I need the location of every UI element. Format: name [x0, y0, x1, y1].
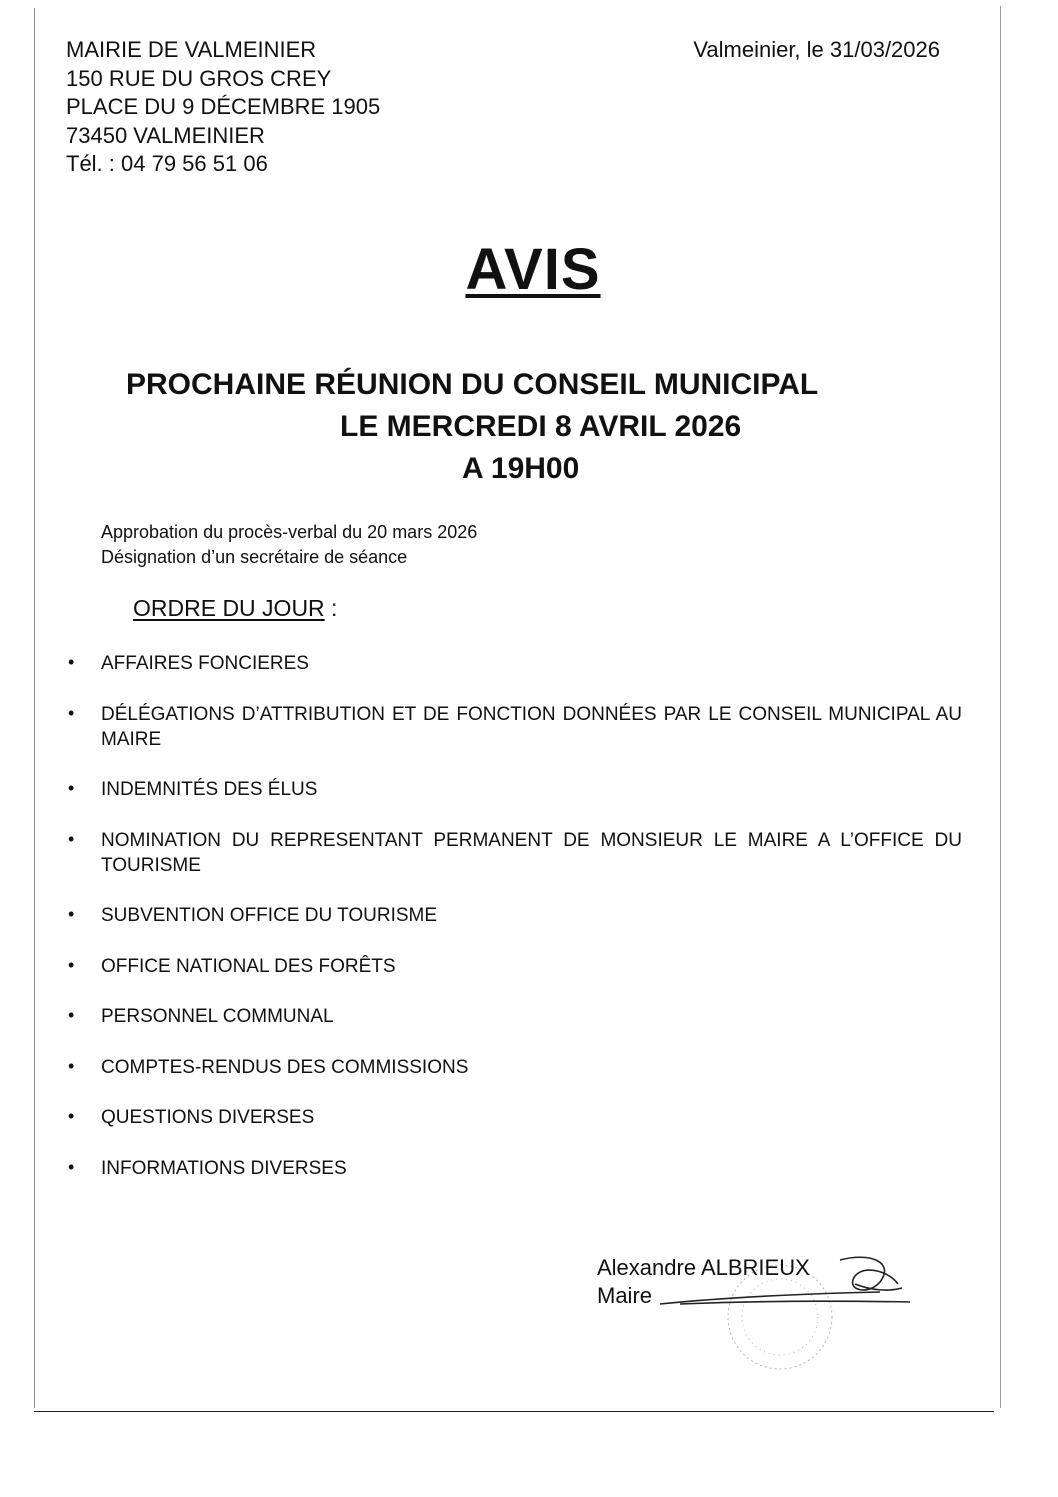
- bullet-icon: •: [68, 703, 75, 723]
- address-line: PLACE DU 9 DÉCEMBRE 1905: [66, 94, 381, 119]
- agenda-item: OFFICE NATIONAL DES FORÊTS: [101, 956, 396, 977]
- agenda-item: INFORMATIONS DIVERSES: [101, 1158, 347, 1179]
- scan-edge-left: [34, 8, 35, 1408]
- agenda-title: [133, 595, 337, 622]
- signatory-role: Maire: [597, 1283, 653, 1308]
- scan-edge-right: [1000, 6, 1001, 1408]
- agenda-item: INDEMNITÉS DES ÉLUS: [101, 779, 318, 800]
- meeting-date: LE MERCREDI 8 AVRIL 2026: [340, 410, 742, 443]
- agenda-title-text: ORDRE DU JOUR: [133, 595, 325, 621]
- preamble: [101, 520, 477, 570]
- bullet-icon: •: [68, 652, 75, 672]
- address-line: 150 RUE DU GROS CREY: [66, 65, 332, 91]
- signature-block: [597, 1254, 810, 1310]
- notice-title: AVIS: [465, 237, 601, 302]
- agenda-item: SUBVENTION OFFICE DU TOURISME: [101, 905, 438, 926]
- address-line: 73450 VALMEINIER: [66, 122, 265, 148]
- signatory-name: Alexandre ALBRIEUX: [597, 1255, 810, 1280]
- bullet-icon: •: [68, 1005, 75, 1025]
- place-and-date: Valmeinier, le 31/03/2026: [693, 37, 940, 62]
- agenda-item: COMPTES-RENDUS DES COMMISSIONS: [101, 1057, 469, 1078]
- bullet-icon: •: [68, 778, 75, 798]
- bottom-rule: [34, 1411, 994, 1412]
- agenda-item: AFFAIRES FONCIERES: [101, 653, 309, 674]
- bullet-icon: •: [68, 955, 75, 975]
- bullet-icon: •: [68, 1106, 75, 1126]
- agenda-item: DÉLÉGATIONS D’ATTRIBUTION ET DE FONCTION DONNÉES PAR LE CONSEIL MUNICIPAL AU MAIRE: [101, 704, 962, 750]
- preamble-line: Désignation d’un secrétaire de séance: [101, 547, 408, 567]
- agenda-item: QUESTIONS DIVERSES: [101, 1107, 315, 1128]
- bullet-icon: •: [68, 829, 75, 849]
- agenda-title-colon: :: [324, 595, 338, 621]
- sender-address: [66, 36, 380, 179]
- meeting-heading: PROCHAINE RÉUNION DU CONSEIL MUNICIPAL: [126, 368, 819, 401]
- address-line: Tél. : 04 79 56 51 06: [66, 151, 268, 176]
- agenda-item: NOMINATION DU REPRESENTANT PERMANENT DE MONSIEUR LE MAIRE A L’OFFICE DU TOURISME: [101, 830, 962, 876]
- preamble-line: Approbation du procès-verbal du 20 mars 2026: [101, 522, 478, 542]
- agenda-item: PERSONNEL COMMUNAL: [101, 1006, 334, 1027]
- bullet-icon: •: [68, 1056, 75, 1076]
- bullet-icon: •: [68, 1157, 75, 1177]
- meeting-time: A 19H00: [462, 452, 580, 485]
- address-line: MAIRIE DE VALMEINIER: [66, 37, 317, 62]
- bullet-icon: •: [68, 904, 75, 924]
